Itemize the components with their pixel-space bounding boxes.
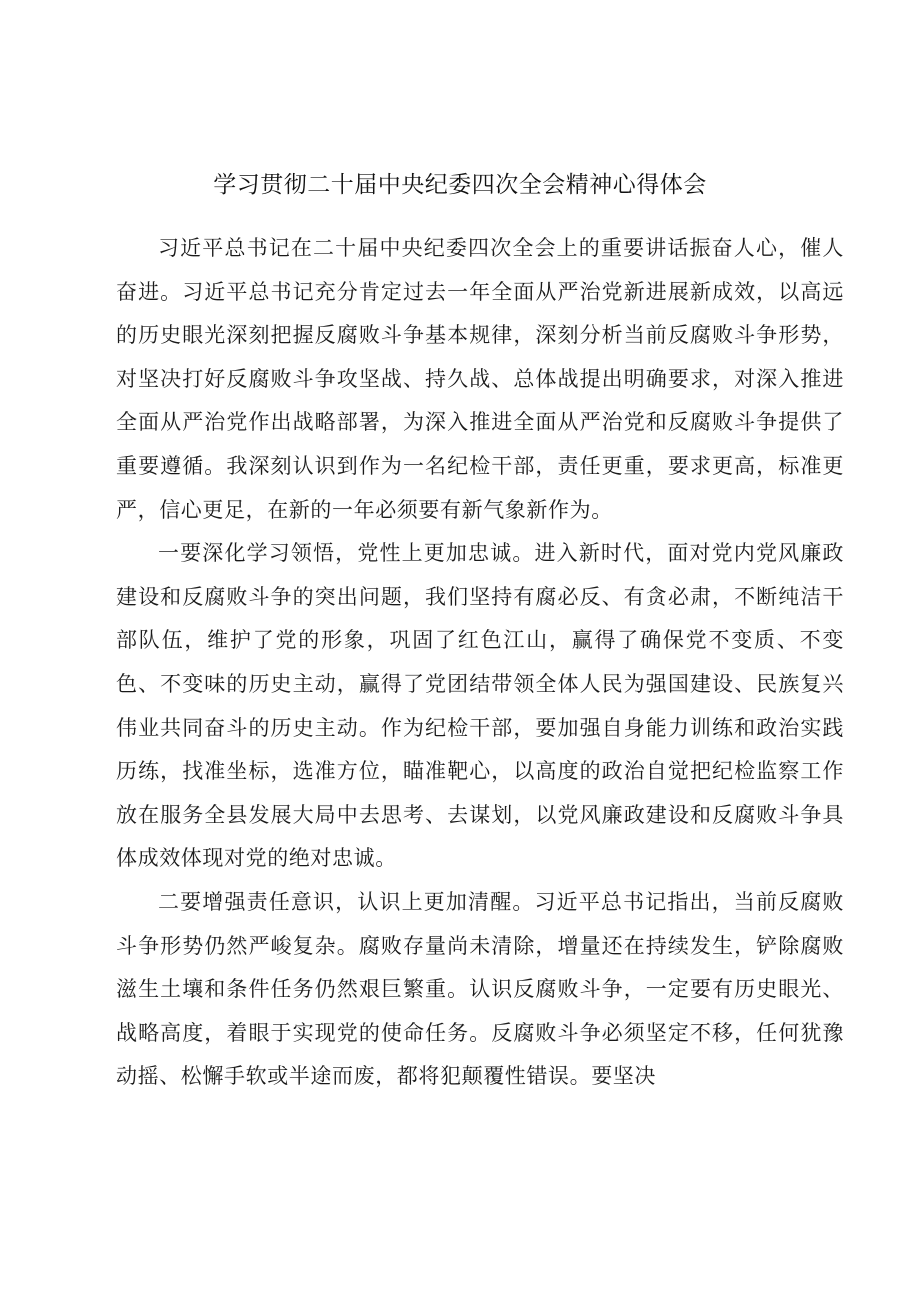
paragraph-point-two: 二要增强责任意识，认识上更加清醒。习近平总书记指出，当前反腐败斗争形势仍然严峻复杂。腐败存量尚未清除，增量还在持续发生，铲除腐败滋生土壤和条件任务仍然艰巨繁重。认识反腐败斗争，一定要有历史眼光、战略高度，着眼于实现党的使命任务。反腐败斗争必须坚定不移，任何犹豫动摇、松懈手软或半途而废，都将犯颠覆性错误。要坚决 [116, 889, 844, 1089]
paragraph-intro: 习近平总书记在二十届中央纪委四次全会上的重要讲话振奋人心，催人奋进。习近平总书记充分肯定过去一年全面从严治党新进展新成效，以高远的历史眼光深刻把握反腐败斗争基本规律，深刻分析当前反腐败斗争形势，对坚决打好反腐败斗争攻坚战、持久战、总体战提出明确要求，对深入推进全面从严治党作出战略部署，为深入推进全面从严治党和反腐败斗争提供了重要遵循。我深刻认识到作为一名纪检干部，责任更重，要求更高，标准更严，信心更足，在新的一年必须要有新气象新作为。 [116, 236, 844, 522]
document-body [116, 227, 844, 1099]
paragraph-point-one: 一要深化学习领悟，党性上更加忠诚。进入新时代，面对党内党风廉政建设和反腐败斗争的突出问题，我们坚持有腐必反、有贪必肃，不断纯洁干部队伍，维护了党的形象，巩固了红色江山，赢得了确保党不变质、不变色、不变味的历史主动，赢得了党团结带领全体人民为强国建设、民族复兴伟业共同奋斗的历史主动。作为纪检干部，要加强自身能力训练和政治实践历练，找准坐标，选准方位，瞄准靶心，以高度的政治自觉把纪检监察工作放在服务全县发展大局中去思考、去谋划，以党风廉政建设和反腐败斗争具体成效体现对党的绝对忠诚。 [116, 541, 844, 871]
document-title: 学习贯彻二十届中央纪委四次全会精神心得体会 [213, 172, 707, 198]
